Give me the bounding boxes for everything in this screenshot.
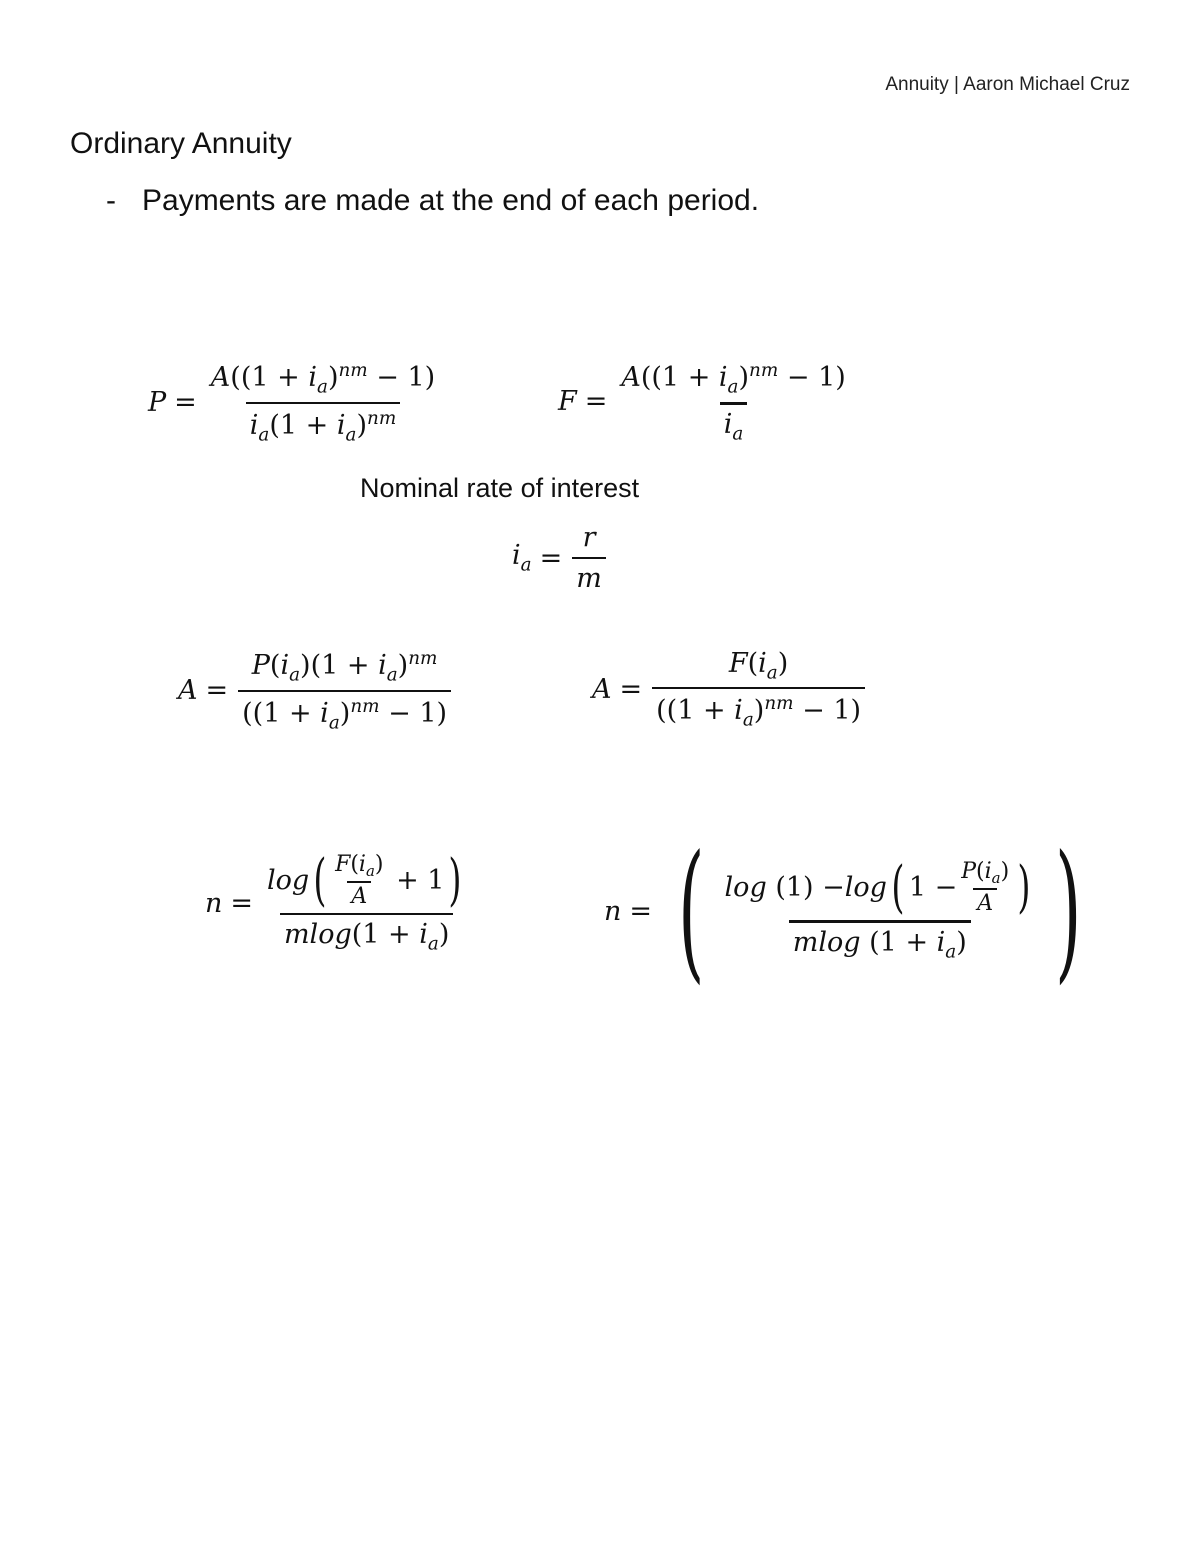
inner-fraction: $\frac{F(i_a)}{A}$ — [335, 852, 384, 910]
numerator: $P(i_a)(1 + i_a)^{nm}$ — [251, 648, 438, 686]
formula-lhs: A — [178, 675, 198, 707]
left-paren: ( — [678, 824, 705, 998]
numerator: $F(i_a)$ — [728, 648, 789, 684]
fraction — [721, 854, 1040, 963]
fraction — [263, 847, 470, 955]
formula-lhs: n — [205, 887, 223, 919]
denominator: $i_a(1 + i_a)^{nm}$ — [246, 402, 400, 446]
numerator: $A((1 + i_a)^{nm} - 1)$ — [621, 360, 846, 398]
fraction — [572, 522, 606, 594]
equals-sign: = — [205, 675, 229, 707]
running-header: Annuity | Aaron Michael Cruz — [885, 74, 1130, 95]
periods-from-present-formula — [604, 824, 1098, 998]
numerator: log ( $\frac{F(i_a)}{A}$ + 1 ) — [267, 847, 462, 913]
denominator: $((1 + i_a)^{nm} - 1)$ — [238, 690, 451, 734]
denominator: mlog $(1 + i_a)$ — [789, 920, 971, 962]
formula-lhs: n — [604, 895, 622, 927]
fraction — [207, 360, 439, 445]
bullet-item — [106, 184, 759, 218]
equals-sign: = — [174, 387, 197, 419]
nominal-rate-label: Nominal rate of interest — [360, 473, 640, 503]
formula-lhs: F — [558, 386, 577, 418]
fraction — [617, 360, 849, 444]
section-title: Ordinary Annuity — [70, 127, 292, 160]
fraction — [238, 648, 451, 733]
bullet-marker: - — [106, 184, 116, 217]
payment-from-present-formula — [178, 648, 451, 733]
denominator: $mlog(1 + i_a)$ — [280, 913, 453, 954]
equals-sign: = — [539, 542, 563, 574]
formula-lhs: $i_a$ — [512, 540, 532, 576]
formula-lhs: P — [148, 387, 167, 419]
future-value-formula — [558, 360, 850, 444]
numerator: r — [582, 522, 596, 553]
equals-sign: = — [619, 673, 643, 705]
bullet-text: Payments are made at the end of each period. — [142, 184, 760, 217]
numerator: log (1) − log ( 1 − $\frac{P(i_a)}{A}$ ) — [724, 854, 1031, 920]
periods-from-future-formula — [205, 847, 470, 955]
formula-lhs: A — [592, 673, 612, 705]
rate-per-period-formula — [512, 522, 606, 594]
right-paren: ) — [1055, 824, 1082, 998]
denominator: $((1 + i_a)^{nm} - 1)$ — [652, 687, 865, 731]
fraction — [652, 648, 865, 731]
equals-sign: = — [584, 386, 608, 418]
equals-sign: = — [629, 895, 653, 927]
payment-from-future-formula — [592, 648, 865, 731]
inner-fraction: $\frac{P(i_a)}{A}$ — [961, 859, 1010, 917]
denominator: m — [572, 557, 606, 594]
present-value-formula — [148, 360, 439, 445]
equals-sign: = — [230, 887, 254, 919]
denominator: $i_a$ — [720, 402, 748, 444]
numerator: $A((1 + i_a)^{nm} - 1)$ — [210, 360, 436, 398]
